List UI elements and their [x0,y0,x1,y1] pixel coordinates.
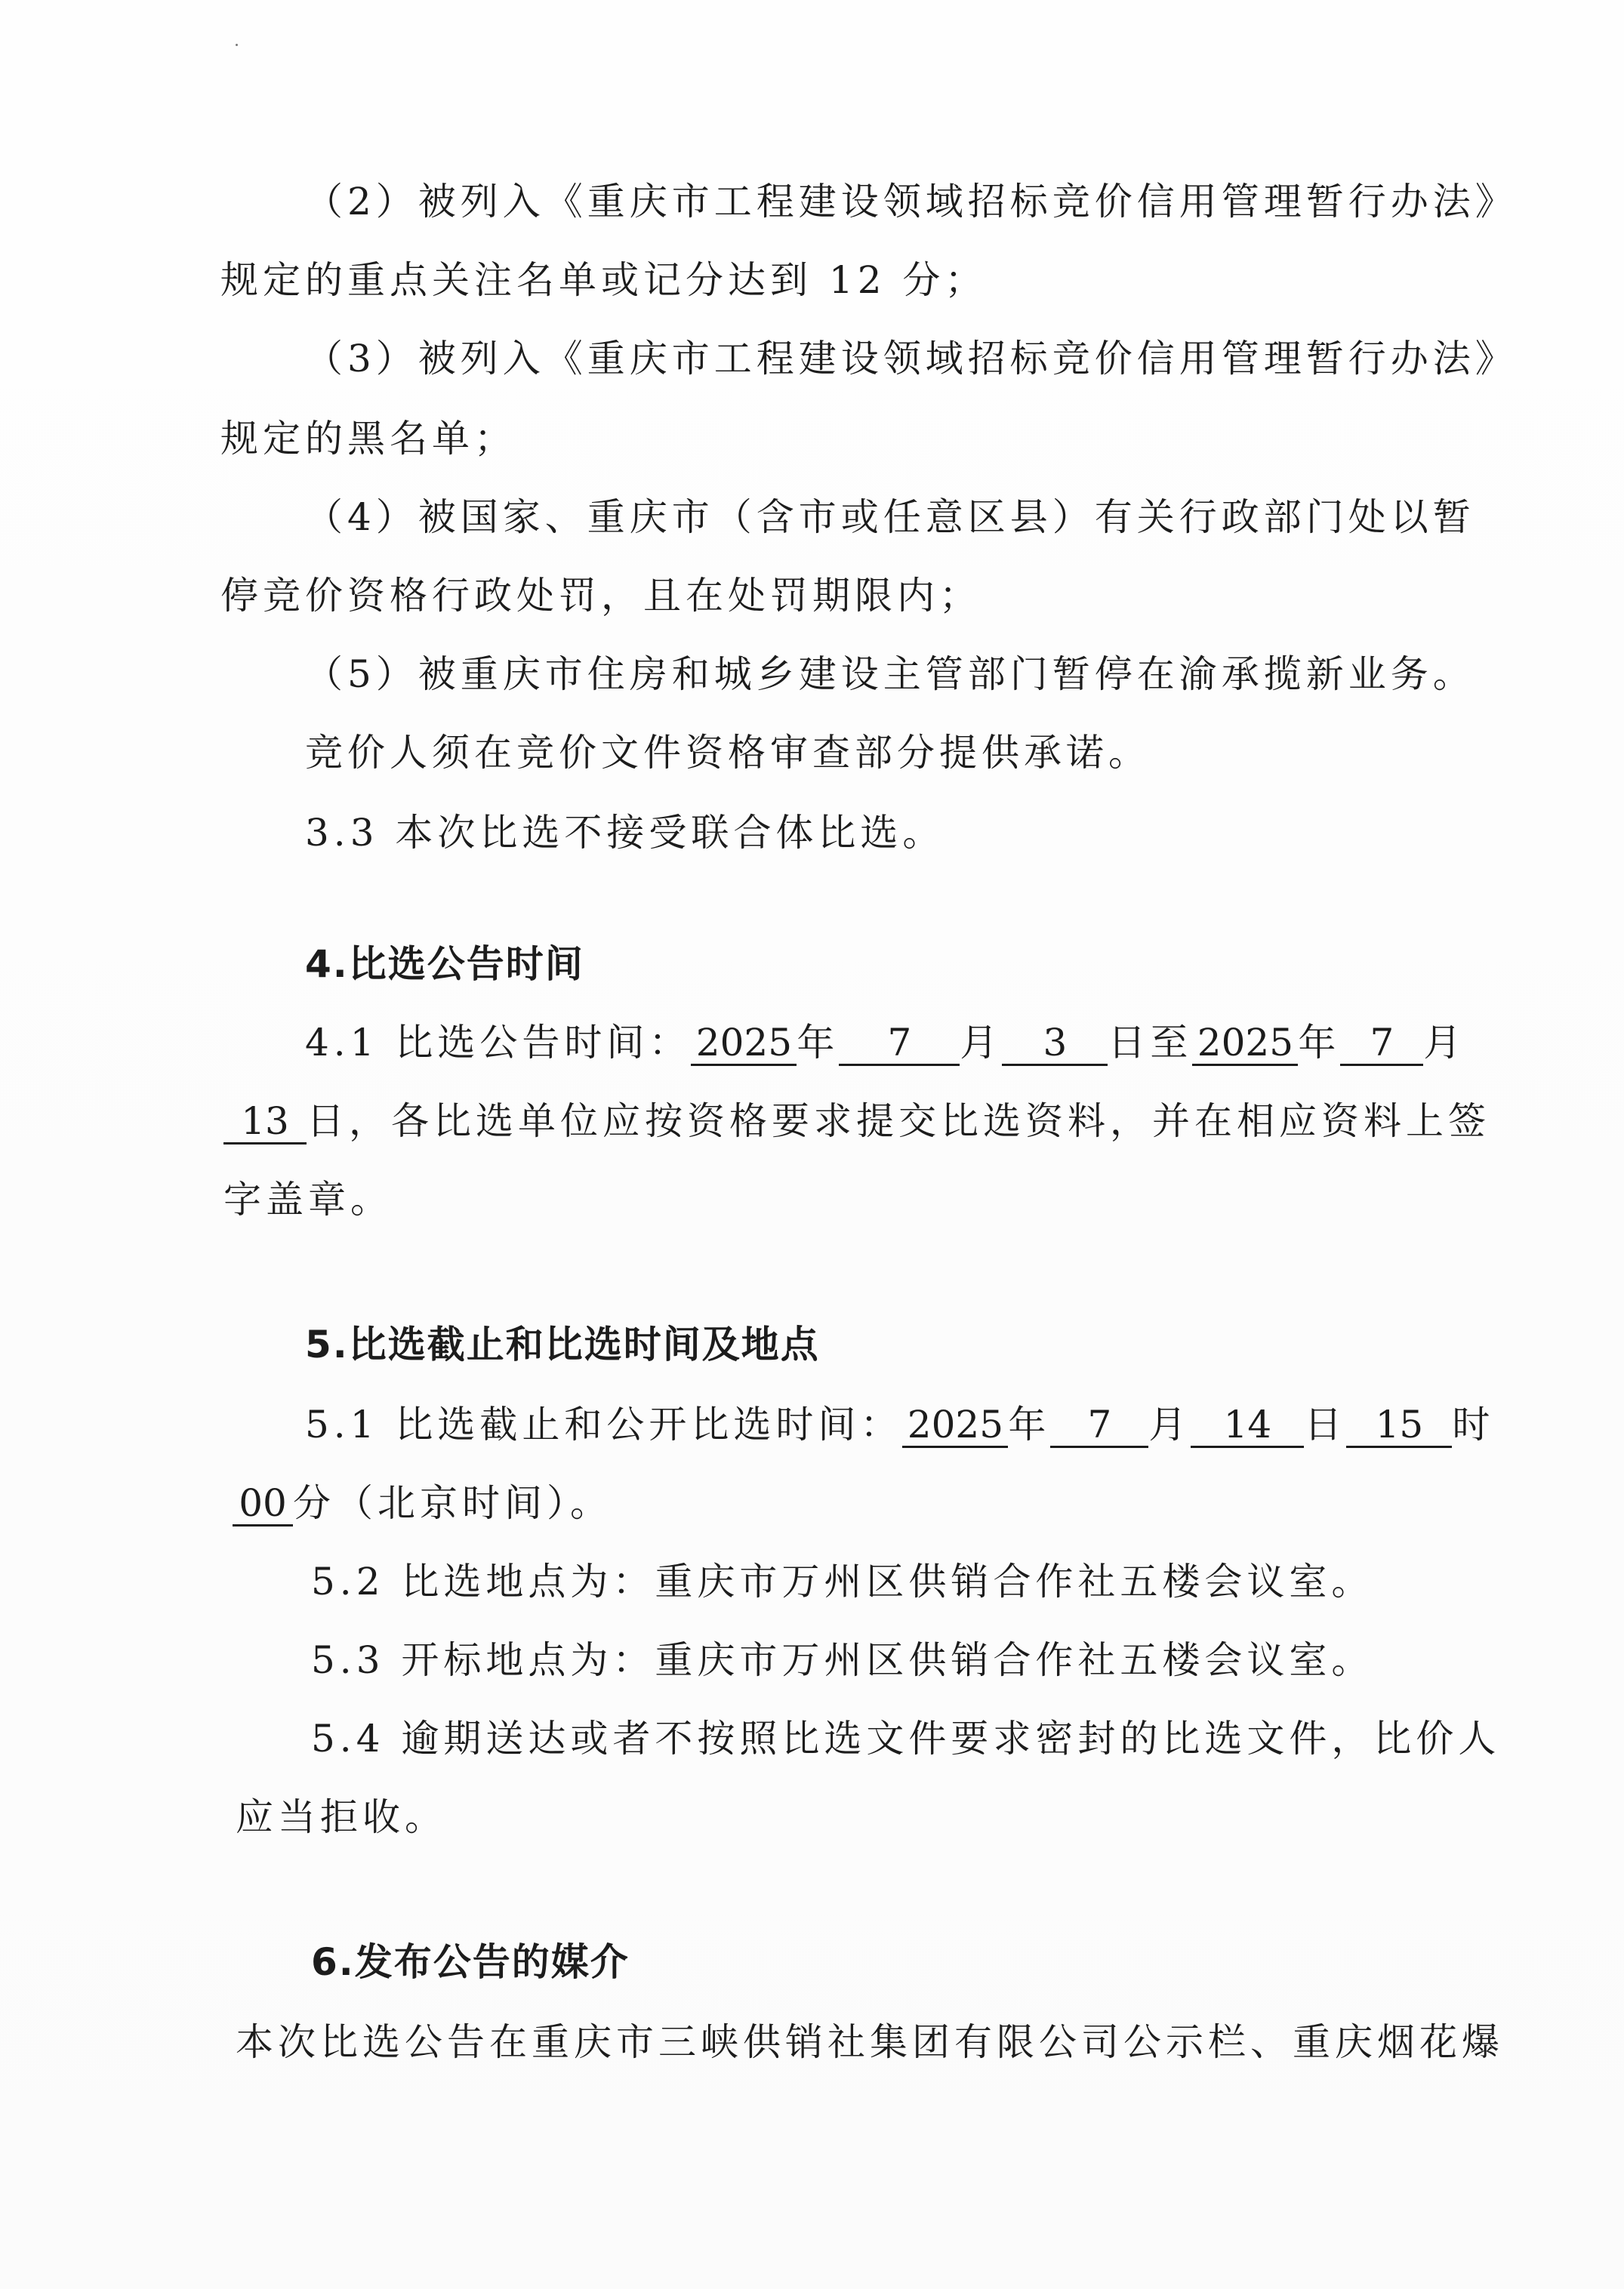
deadline-hour-field: 15 [1346,1403,1452,1448]
start-month-field: 7 [839,1021,960,1066]
section-4-1-line-3: 字盖章。 [223,1178,393,1222]
clause-2-line-2: 规定的重点关注名单或记分达到 12 分； [220,258,988,302]
clause-5-line: （5）被重庆市住房和城乡建设主管部门暂停在渝承揽新业务。 [305,652,1475,696]
scan-speck [236,44,238,46]
section-6-heading: 6.发布公告的媒介 [311,1940,630,1984]
deadline-month-field: 7 [1050,1403,1148,1448]
section-5-4-line-2: 应当拒收。 [236,1795,447,1839]
deadline-year-field: 2025 [902,1403,1008,1448]
end-month-field: 7 [1340,1021,1423,1066]
section-4-1-line-1: 4.1 比选公告时间： 2025 年 7 月 3 日至 2025 年 7 月 [305,1021,1466,1064]
clause-4-line-1: （4）被国家、重庆市（含市或任意区县）有关行政部门处以暂 [305,495,1475,539]
section-5-heading: 5.比选截止和比选时间及地点 [305,1323,820,1366]
section-6-line-1: 本次比选公告在重庆市三峡供销社集团有限公司公示栏、重庆烟花爆 [236,2020,1504,2064]
deadline-time-label: 5.1 比选截止和公开比选时间： [305,1403,903,1446]
section-5-1-line-1: 5.1 比选截止和公开比选时间： 2025 年 7 月 14 日 15 时 [305,1403,1495,1446]
clause-3-3-line: 3.3 本次比选不接受联合体比选。 [305,811,945,855]
clause-3-line-1: （3）被列入《重庆市工程建设领域招标竞价信用管理暂行办法》 [305,337,1518,380]
section-4-heading: 4.比选公告时间 [305,942,584,986]
clause-4-line-2: 停竞价资格行政处罚，且在处罚期限内； [220,574,981,618]
section-5-4-line-1: 5.4 逾期送达或者不按照比选文件要求密封的比选文件，比价人 [311,1717,1501,1761]
section-5-1-line-2: 00 分（北京时间）。 [233,1477,612,1530]
clause-2-line-1: （2）被列入《重庆市工程建设领域招标竞价信用管理暂行办法》 [305,180,1518,223]
end-day-field: 13 [223,1100,307,1144]
section-4-1-line-2: 13 日，各比选单位应按资格要求提交比选资料，并在相应资料上签 [223,1095,1490,1148]
commitment-line: 竞价人须在竞价文件资格审查部分提供承诺。 [305,731,1151,775]
start-day-field: 3 [1002,1021,1108,1066]
deadline-day-field: 14 [1191,1403,1304,1448]
clause-3-line-2: 规定的黑名单； [220,417,516,461]
notice-time-label: 4.1 比选公告时间： [305,1021,692,1064]
start-year-field: 2025 [691,1021,797,1066]
end-year-field: 2025 [1192,1021,1298,1066]
deadline-minute-field: 00 [233,1482,293,1527]
section-5-3-line: 5.3 开标地点为：重庆市万州区供销合作社五楼会议室。 [311,1638,1374,1682]
section-5-2-line: 5.2 比选地点为：重庆市万州区供销合作社五楼会议室。 [311,1560,1374,1604]
